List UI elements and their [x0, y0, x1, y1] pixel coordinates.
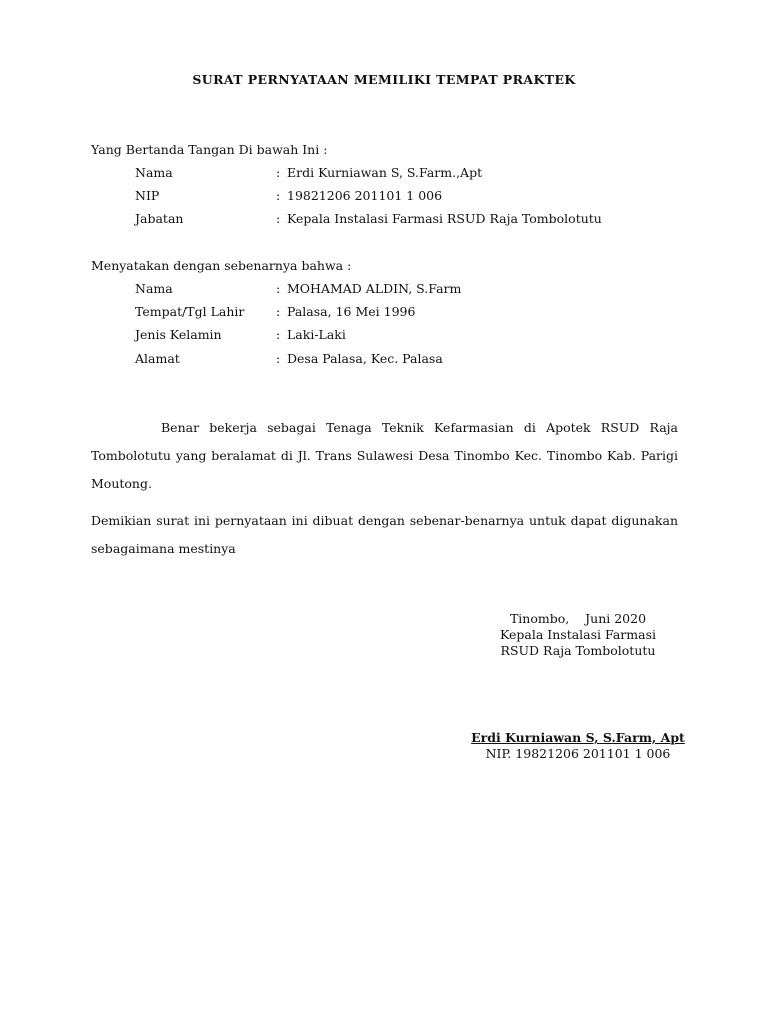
- subject-address-label: Alamat: [135, 351, 180, 366]
- subject-birth-value: Palasa, 16 Mei 1996: [287, 304, 416, 319]
- colon: :: [276, 327, 281, 342]
- subject-gender-value: Laki-Laki: [287, 327, 346, 342]
- colon: :: [276, 304, 281, 319]
- subject-birth-label: Tempat/Tgl Lahir: [135, 304, 245, 319]
- signer-name-value: Erdi Kurniawan S, S.Farm.,Apt: [287, 165, 483, 180]
- place-date: Tinombo, Juni 2020: [509, 611, 647, 626]
- colon: :: [276, 211, 281, 226]
- colon: :: [276, 188, 281, 203]
- statement-text: Benar bekerja sebagai Tenaga Teknik Kefarmasian di Apotek RSUD Raja Tombolotutu yang beralamat di Jl. Trans Sulawesi Desa Tinombo Kec. Tinombo Kab. Parigi Moutong.: [91, 420, 678, 491]
- signer-position-label: Jabatan: [135, 211, 184, 226]
- signer-name-label: Nama: [135, 165, 173, 180]
- signer-position: Kepala Instalasi Farmasi: [500, 627, 656, 642]
- signature-block: [470, 611, 686, 659]
- signer-intro: Yang Bertanda Tangan Di bawah Ini :: [91, 142, 328, 157]
- subject-address-value: Desa Palasa, Kec. Palasa: [287, 351, 443, 366]
- colon: :: [276, 351, 281, 366]
- signer-position-value: Kepala Instalasi Farmasi RSUD Raja Tombolotutu: [287, 211, 602, 226]
- signer-nip-label: NIP: [135, 188, 160, 203]
- signer-nip-value: 19821206 201101 1 006: [287, 188, 443, 203]
- signer-institution: RSUD Raja Tombolotutu: [500, 643, 656, 658]
- subject-name-label: Nama: [135, 281, 173, 296]
- letter-title: SURAT PERNYATAAN MEMILIKI TEMPAT PRAKTEK: [192, 72, 576, 87]
- colon: :: [276, 165, 281, 180]
- signer-full-name: Erdi Kurniawan S, S.Farm, Apt: [471, 730, 685, 745]
- subject-intro: Menyatakan dengan sebenarnya bahwa :: [91, 258, 352, 273]
- signer-nip: NIP. 19821206 201101 1 006: [485, 746, 671, 761]
- subject-gender-label: Jenis Kelamin: [135, 327, 222, 342]
- colon: :: [276, 281, 281, 296]
- closing-paragraph: Demikian surat ini pernyataan ini dibuat dengan sebenar-benarnya untuk dapat digunakan sebagaimana mestinya: [91, 513, 678, 556]
- subject-name-value: MOHAMAD ALDIN, S.Farm: [287, 281, 462, 296]
- signature-name-block: [470, 730, 686, 762]
- statement-paragraph: [91, 414, 678, 498]
